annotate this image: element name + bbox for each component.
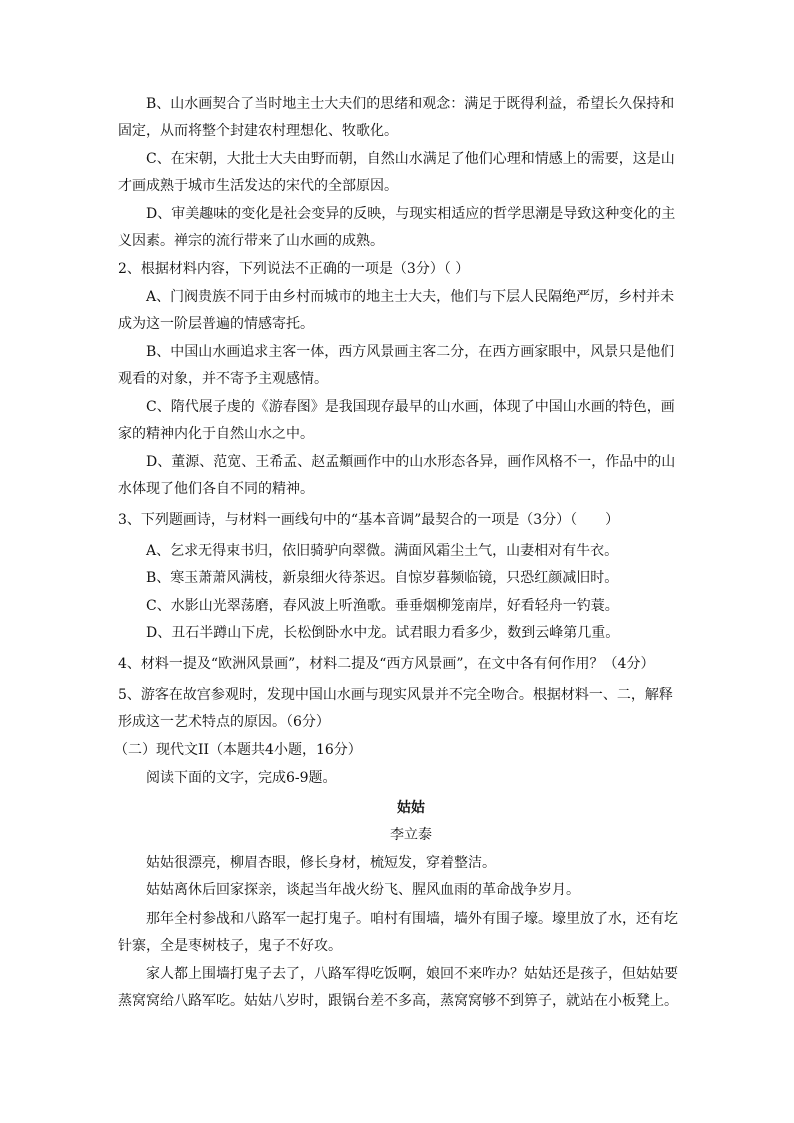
q2-option-a-line-1: A、门阀贵族不同于由乡村而城市的地主士大夫，他们与下层人民隔绝严厉，乡村并未 (146, 289, 675, 305)
option-c-line-2: 才画成熟于城市生活发达的宋代的全部原因。 (118, 178, 398, 194)
q2-option-d-line-1: D、董源、范宽、王希孟、赵孟頫画作中的山水形态各异，画作风格不一，作品中的山 (146, 454, 676, 470)
option-b-line-2: 固定，从而将整个封建农村理想化、牧歌化。 (118, 123, 398, 139)
story-paragraph-2: 姑姑离休后回家探亲，谈起当年战火纷飞、腥风血雨的革命战争岁月。 (146, 882, 580, 898)
question-5-line-2: 形成这一艺术特点的原因。（6分） (118, 714, 330, 730)
q2-option-a-line-2: 成为这一阶层普遍的情感寄托。 (118, 316, 314, 332)
q2-option-b-line-1: B、中国山水画追求主客一体，西方风景画主客二分，在西方画家眼中，风景只是他们 (146, 344, 675, 360)
q3-option-b: B、寒玉萧萧风满枝，新泉细火待茶迟。自惊岁暮频临镜，只恐红颜减旧时。 (146, 570, 619, 586)
q2-option-c-line-2: 家的精神内化于自然山水之中。 (118, 426, 314, 442)
story-paragraph-3-line-1: 那年全村参战和八路军一起打鬼子。咱村有围墙，墙外有围子壕。壕里放了水，还有圪 (146, 911, 678, 927)
story-paragraph-1: 姑姑很漂亮，柳眉杏眼，修长身材，梳短发，穿着整洁。 (146, 855, 496, 871)
question-5-line-1: 5、游客在故宫参观时，发现中国山水画与现实风景并不完全吻合。根据材料一、二，解释 (118, 687, 673, 703)
story-paragraph-3-line-2: 针寨，全是枣树枝子，鬼子不好攻。 (118, 938, 342, 954)
q3-option-c: C、水影山光翠荡磨，春风波上听渔歌。垂垂烟柳笼南岸，好看轻舟一钓蓑。 (146, 598, 619, 614)
q2-option-c-line-1: C、隋代展子虔的《游春图》是我国现存最早的山水画，体现了中国山水画的特色，画 (146, 399, 675, 415)
option-b-line-1: B、山水画契合了当时地主士大夫们的思绪和观念：满足于既得利益，希望长久保持和 (146, 96, 675, 112)
q2-option-b-line-2: 观看的对象，并不寄予主观感情。 (118, 371, 328, 387)
option-d-line-2: 义因素。禅宗的流行带来了山水画的成熟。 (118, 233, 384, 249)
story-paragraph-4-line-2: 蒸窝窝给八路军吃。姑姑八岁时，跟锅台差不多高，蒸窝窝够不到箅子，就站在小板凳上。 (118, 993, 678, 1009)
reading-instruction: 阅读下面的文字，完成6-9题。 (146, 770, 337, 786)
story-author: 李立泰 (390, 827, 432, 843)
story-title: 姑姑 (397, 800, 425, 816)
question-4: 4、材料一提及“欧洲风景画”，材料二提及“西方风景画”，在文中各有何作用？（4分） (118, 656, 655, 672)
section-heading: （二）现代文II（本题共4小题，16分） (114, 742, 362, 758)
story-paragraph-4-line-1: 家人都上围墙打鬼子去了，八路军得吃饭啊，娘回不来咋办？姑姑还是孩子，但姑姑要 (146, 966, 678, 982)
question-2: 2、根据材料内容，下列说法不正确的一项是（3分）（ ） (118, 261, 470, 277)
q2-option-d-line-2: 水体现了他们各自不同的精神。 (118, 481, 314, 497)
q3-option-a: A、乞求无得束书归，依旧骑驴向翠微。满面风霜尘土气，山妻相对有牛衣。 (146, 543, 619, 559)
option-c-line-1: C、在宋朝，大批士大夫由野而朝，自然山水满足了他们心理和情感上的需要，这是山 (146, 151, 675, 167)
q3-option-d: D、丑石半蹲山下虎，长松倒卧水中龙。试君眼力看多少，数到云峰第几重。 (146, 625, 620, 641)
question-3: 3、下列题画诗，与材料一画线句中的“基本音调”最契合的一项是（3分）（ ） (118, 512, 620, 528)
option-d-line-1: D、审美趣味的变化是社会变异的反映，与现实相适应的哲学思潮是导致这种变化的主 (146, 206, 676, 222)
